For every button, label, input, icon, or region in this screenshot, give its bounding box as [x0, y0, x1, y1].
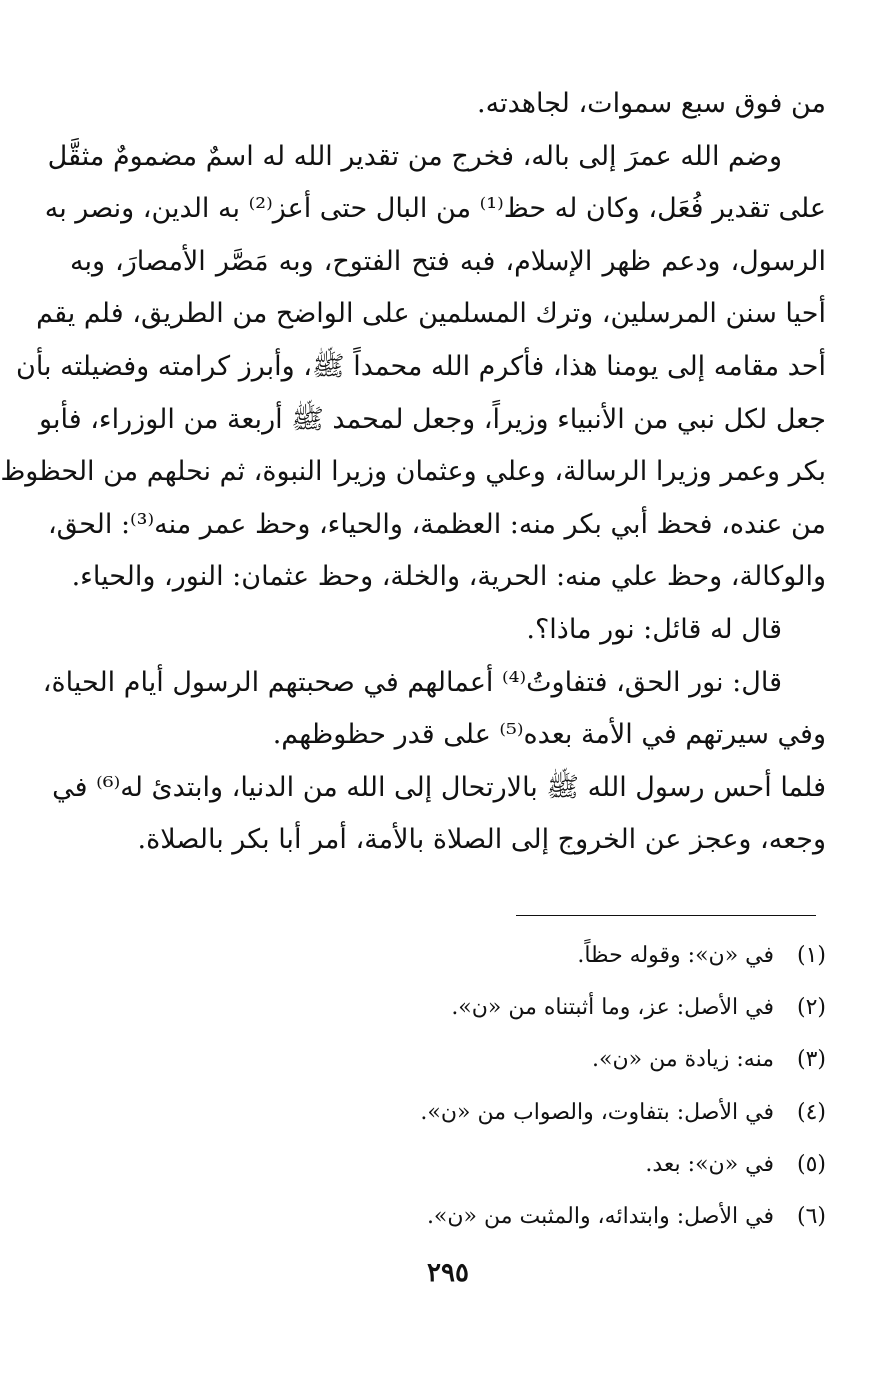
- footnote-number: (٢): [796, 995, 826, 1021]
- footnote-text: في الأصل: عز، وما أثبتناه من «ن».: [451, 995, 774, 1021]
- footnote-2: [126, 982, 826, 1034]
- footnote-1: [126, 930, 826, 982]
- footnote-3: [126, 1034, 826, 1086]
- footnote-6: [126, 1191, 826, 1243]
- text-line-4: الرسول، ودعم ظهر الإسلام، فبه فتح الفتوح، وبه مَصَّر الأمصارَ، وبه: [70, 245, 826, 277]
- text-line-13: وفي سيرتهم في الأمة بعده⁽⁵⁾ على قدر حظوظهم.: [272, 719, 826, 751]
- text-line-15: وجعه، وعجز عن الخروج إلى الصلاة بالأمة، أمر أبا بكر بالصلاة.: [137, 824, 826, 856]
- text-line-1: من فوق سبع سموات، لجاهدته.: [477, 88, 826, 119]
- page-number: ٢٩٥: [427, 1258, 469, 1288]
- footnote-5: [126, 1139, 826, 1191]
- footnote-text: في «ن»: وقوله حظاً.: [577, 943, 774, 968]
- footnote-divider: [516, 915, 816, 916]
- text-line-7: جعل لكل نبي من الأنبياء وزيراً، وجعل لمحمد ﷺ أربعة من الوزراء، فأبو: [39, 403, 826, 435]
- text-line-12: قال: نور الحق، فتفاوتُ⁽⁴⁾ أعمالهم في صحبتهم الرسول أيام الحياة،: [42, 666, 782, 698]
- footnote-number: (٤): [796, 1099, 826, 1125]
- text-line-9: من عنده، فحظ أبي بكر منه: العظمة، والحياء، وحظ عمر منه⁽³⁾: الحق،: [47, 508, 826, 540]
- text-line-2: وضم الله عمرَ إلى باله، فخرج من تقدير الله له اسمٌ مضمومٌ مثقَّل: [47, 140, 782, 172]
- text-line-11: قال له قائل: نور ماذا؟.: [526, 613, 782, 645]
- body-paragraphs: [0, 78, 826, 867]
- text-line-6: أحد مقامه إلى يومنا هذا، فأكرم الله محمداً ﷺ، وأبرز كرامته وفضيلته بأن: [15, 350, 826, 382]
- footnote-number: (١): [796, 943, 826, 968]
- text-line-10: والوكالة، وحظ علي منه: الحرية، والخلة، وحظ عثمان: النور، والحياء.: [71, 561, 826, 593]
- footnote-text: منه: زيادة من «ن».: [592, 1047, 774, 1073]
- footnote-4: [126, 1087, 826, 1139]
- text-line-8: بكر وعمر وزيرا الرسالة، وعلي وعثمان وزيرا النبوة، ثم نحلهم من الحظوظ: [0, 456, 826, 488]
- footnote-text: في الأصل: بتفاوت، والصواب من «ن».: [420, 1099, 774, 1125]
- text-line-14: فلما أحس رسول الله ﷺ بالارتحال إلى الله من الدنيا، وابتدئ له⁽⁶⁾ في: [52, 771, 826, 803]
- main-text: [0, 78, 826, 867]
- text-line-3: على تقدير فُعَل، وكان له حظ⁽¹⁾ من البال حتى أعز⁽²⁾ به الدين، ونصر به: [44, 193, 826, 225]
- footnote-text: في الأصل: وابتدائه، والمثبت من «ن».: [426, 1204, 774, 1230]
- footnote-number: (٦): [796, 1204, 826, 1230]
- text-line-5: أحيا سنن المرسلين، وترك المسلمين على الواضح من الطريق، فلم يقم: [36, 298, 826, 330]
- footnote-number: (٣): [796, 1047, 826, 1073]
- footnotes: [126, 930, 826, 1243]
- footnote-number: (٥): [796, 1151, 826, 1177]
- footnote-text: في «ن»: بعد.: [645, 1151, 774, 1177]
